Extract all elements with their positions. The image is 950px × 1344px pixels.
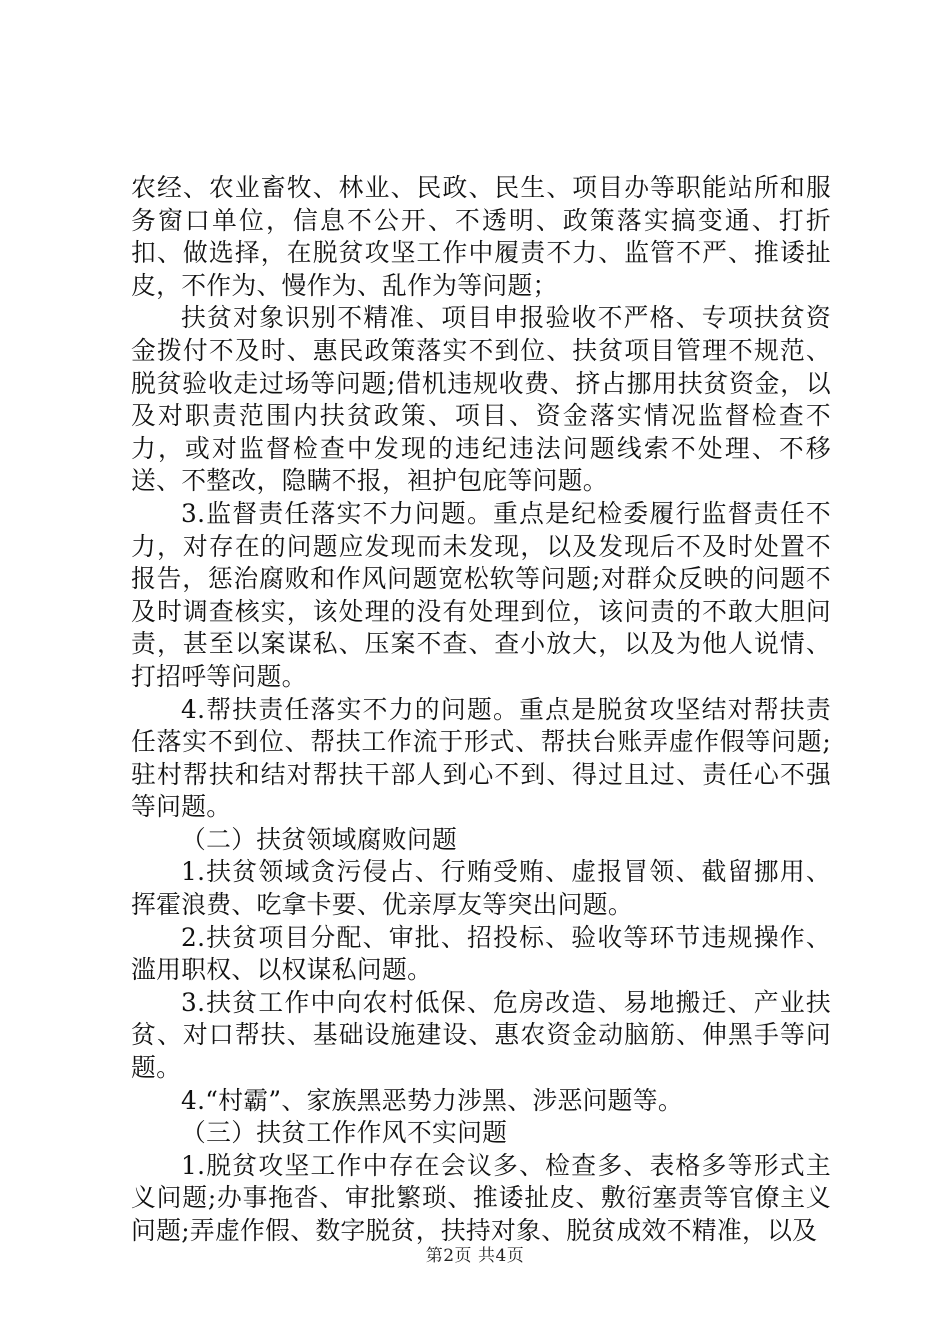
paragraph: 3.扶贫工作中向农村低保、危房改造、易地搬迁、产业扶贫、对口帮扶、基础设施建设、惠农资金动脑筋、伸黑手等问题。 — [131, 987, 831, 1083]
paragraph: 1.扶贫领域贪污侵占、行贿受贿、虚报冒领、截留挪用、挥霍浪费、吃拿卡要、优亲厚友等突出问题。 — [131, 857, 831, 920]
paragraph: 农经、农业畜牧、林业、民政、民生、项目办等职能站所和服务窗口单位，信息不公开、不透明、政策落实搞变通、打折扣、做选择，在脱贫攻坚工作中履责不力、监管不严、推诿扯皮，不作为、慢作为、乱作为等问题； — [131, 173, 831, 300]
paragraph: 4.“村霸”、家族黑恶势力涉黑、涉恶问题等。 — [181, 1085, 683, 1115]
paragraph: 3.监督责任落实不力问题。重点是纪检委履行监督责任不力，对存在的问题应发现而未发现，以及发现后不及时处置不报告，惩治腐败和作风问题宽松软等问题;对群众反映的问题不及时调查核实，该处理的没有处理到位，该问责的不敢大胆问责，甚至以案谋私、压案不查、查小放大，以及为他人说情、打招呼等问题。 — [131, 498, 831, 691]
page-number-footer: 第2页 共4页 — [425, 1246, 525, 1266]
paragraph: 4.帮扶责任落实不力的问题。重点是脱贫攻坚结对帮扶责任落实不到位、帮扶工作流于形式、帮扶台账弄虚作假等问题;驻村帮扶和结对帮扶干部人到心不到、得过且过、责任心不强等问题。 — [131, 694, 831, 822]
section-heading: （三）扶贫工作作风不实问题 — [181, 1118, 508, 1148]
paragraph: 2.扶贫项目分配、审批、招投标、验收等环节违规操作、滥用职权、以权谋私问题。 — [131, 922, 831, 985]
document-body — [131, 172, 831, 1248]
paragraph: 扶贫对象识别不精准、项目申报验收不严格、专项扶贫资金拨付不及时、惠民政策落实不到位、扶贫项目管理不规范、脱贫验收走过场等问题;借机违规收费、挤占挪用扶贫资金，以及对职责范围内扶贫政策、项目、资金落实情况监督检查不力，或对监督检查中发现的违纪违法问题线索不处理、不移送、不整改，隐瞒不报，袒护包庇等问题。 — [131, 303, 831, 496]
paragraph: 1.脱贫攻坚工作中存在会议多、检查多、表格多等形式主义问题;办事拖沓、审批繁琐、推诿扯皮、敷衍塞责等官僚主义问题;弄虚作假、数字脱贫，扶持对象、脱贫成效不精准，以及 — [131, 1150, 831, 1245]
section-heading: （二）扶贫领域腐败问题 — [181, 824, 458, 854]
